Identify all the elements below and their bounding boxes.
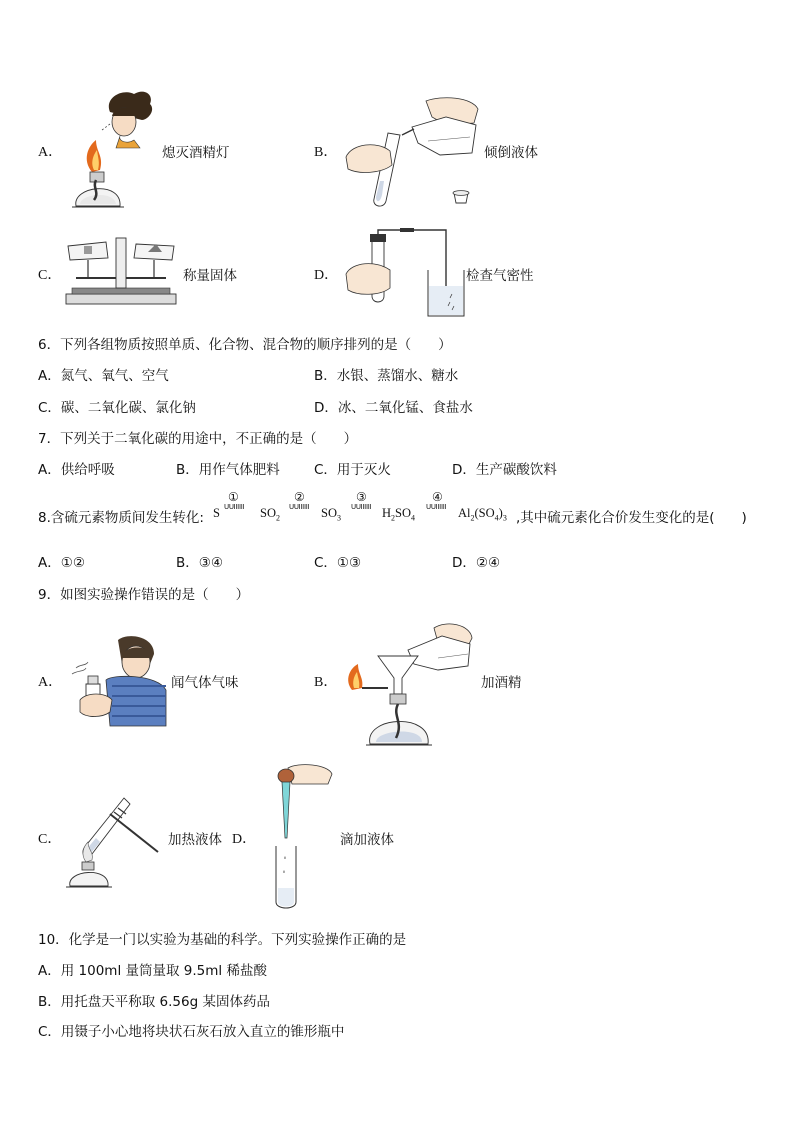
q10-option-b: B．用托盘天平称取 6.56g 某固体药品	[38, 994, 270, 1010]
q5-option-c-text: 称量固体	[183, 268, 237, 284]
q5-option-a-label: A．	[38, 145, 63, 160]
q8-step-3-marker: ③	[356, 490, 367, 504]
q9-option-b-text: 加酒精	[481, 675, 522, 691]
q8-stem-suffix: ,其中硫元素化合价发生变化的是( )	[516, 510, 747, 526]
q8-option-a: A．①②	[38, 555, 85, 571]
extinguish-alcohol-lamp-figure	[62, 80, 172, 220]
add-alcohol-figure	[342, 620, 474, 750]
q8-formula-s: S	[213, 506, 220, 520]
q6-option-b: B．水银、蒸馏水、糖水	[314, 368, 459, 384]
q8-formula-al2so43: $Al_2(SO_4)_3$	[458, 506, 507, 523]
q10-option-a: A．用 100ml 量筒量取 9.5ml 稀盐酸	[38, 963, 267, 979]
q5-option-d-label: D．	[314, 268, 339, 283]
q6-option-c: C．碳、二氧化碳、氯化钠	[38, 400, 196, 416]
q10-option-c: C．用镊子小心地将块状石灰石放入直立的锥形瓶中	[38, 1024, 345, 1040]
q8-stem-prefix: 8.含硫元素物质间发生转化:	[38, 510, 204, 526]
q6-option-d: D．冰、二氧化锰、食盐水	[314, 400, 473, 416]
q7-option-c: C．用于灭火	[314, 462, 391, 478]
q8-step-4-marker: ④	[432, 490, 443, 504]
q9-option-c-label: C．	[38, 832, 62, 847]
pour-liquid-figure	[342, 95, 482, 215]
q9-stem: 9．如图实验操作错误的是（ ）	[38, 587, 250, 603]
q8-formula-so3: $SO_3$	[321, 506, 341, 523]
smell-gas-boy-figure	[66, 634, 170, 730]
q7-stem: 7．下列关于二氧化碳的用途中，不正确的是（ ）	[38, 431, 358, 447]
weigh-solid-balance-figure	[62, 232, 180, 312]
q9-option-b-label: B．	[314, 675, 338, 690]
q8-step-1-marker: ①	[228, 490, 239, 504]
q9-option-d-label: D．	[232, 832, 257, 847]
q8-step-2-marker: ②	[294, 490, 305, 504]
q8-arrow-4: UUIIIIII	[426, 503, 447, 511]
drip-liquid-figure	[268, 762, 334, 912]
q9-option-a-label: A．	[38, 675, 63, 690]
check-airtightness-figure	[342, 226, 474, 322]
q9-option-c-text: 加热液体	[168, 832, 222, 848]
q7-option-d: D．生产碳酸饮料	[452, 462, 557, 478]
q5-option-d-text: 检查气密性	[466, 268, 534, 284]
q8-formula-h2so4: $H_2SO_4$	[382, 506, 416, 523]
q8-formula-so2: $SO_2$	[260, 506, 280, 523]
q7-option-b: B．用作气体肥料	[176, 462, 280, 478]
q8-arrow-2: UUIIIIII	[289, 503, 310, 511]
q5-option-b-label: B．	[314, 145, 338, 160]
q6-option-a: A．氮气、氧气、空气	[38, 368, 169, 384]
q5-option-b-text: 倾倒液体	[484, 145, 538, 161]
q5-option-c-label: C．	[38, 268, 62, 283]
q9-option-a-text: 闻气体气味	[171, 675, 239, 691]
q8-arrow-3: UUIIIIII	[351, 503, 372, 511]
q8-option-d: D．②④	[452, 555, 501, 571]
q5-option-a-text: 熄灭酒精灯	[162, 145, 230, 161]
q7-option-a: A．供给呼吸	[38, 462, 115, 478]
q10-stem: 10．化学是一门以实验为基础的科学。下列实验操作正确的是	[38, 932, 407, 948]
q6-stem: 6．下列各组物质按照单质、化合物、混合物的顺序排列的是（ ）	[38, 337, 452, 353]
q9-option-d-text: 滴加液体	[340, 832, 394, 848]
q8-option-c: C．①③	[314, 555, 362, 571]
q8-arrow-1: UUIIIIII	[224, 503, 245, 511]
q8-option-b: B．③④	[176, 555, 223, 571]
heat-liquid-figure	[66, 790, 162, 890]
